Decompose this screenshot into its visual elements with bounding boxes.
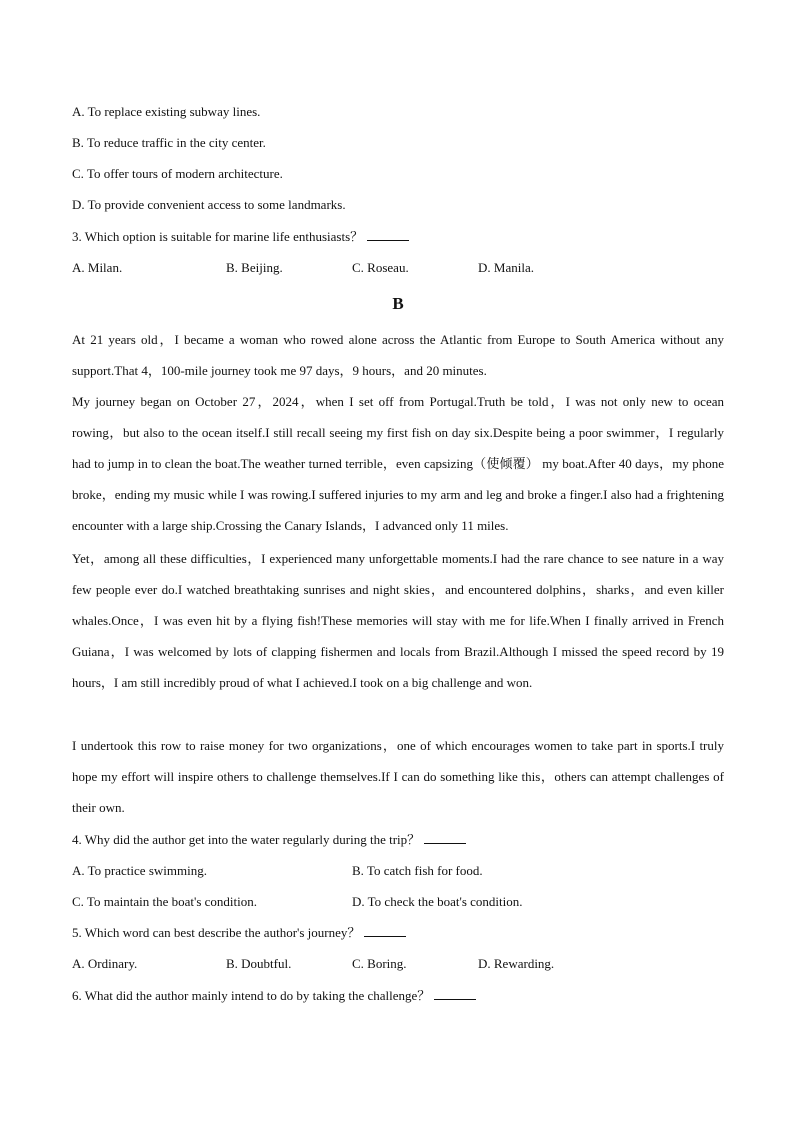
q4-option-d: D. To check the boat's condition. bbox=[352, 894, 523, 909]
answer-blank[interactable] bbox=[367, 229, 409, 241]
q6-question-text: 6. What did the author mainly intend to do by taking the challenge？ bbox=[72, 988, 431, 1003]
q3-question bbox=[72, 229, 409, 245]
q3-option-d: D. Manila. bbox=[478, 260, 534, 275]
q5-option-a: A. Ordinary. bbox=[72, 956, 138, 971]
q5-option-d: D. Rewarding. bbox=[478, 956, 555, 971]
q4-option-b: B. To catch fish for food. bbox=[352, 863, 483, 878]
q4-question bbox=[72, 832, 466, 848]
q2-option-a: A. To replace existing subway lines. bbox=[72, 104, 261, 119]
answer-blank[interactable] bbox=[364, 925, 406, 937]
q4-question-text: 4. Why did the author get into the water regularly during the trip？ bbox=[72, 832, 421, 847]
q2-option-c: C. To offer tours of modern architecture. bbox=[72, 166, 283, 181]
q3-option-c: C. Roseau. bbox=[352, 260, 409, 275]
q4-option-c: C. To maintain the boat's condition. bbox=[72, 894, 257, 909]
q3-option-b: B. Beijing. bbox=[226, 260, 283, 275]
q2-option-b: B. To reduce traffic in the city center. bbox=[72, 135, 266, 150]
q4-option-a: A. To practice swimming. bbox=[72, 863, 207, 878]
q3-question-text: 3. Which option is suitable for marine life enthusiasts？ bbox=[72, 229, 364, 244]
answer-blank[interactable] bbox=[434, 988, 476, 1000]
q5-question bbox=[72, 925, 406, 941]
passage-paragraph-3: Yet，among all these difficulties，I experienced many unforgettable moments.I had the rare chance to see nature in a way few people ever do.I watched breathtaking sunrises and night skies，and encountered dolphins，sharks，and even killer whales.Once，I was even hit by a flying fish!These memories will stay with me for life.When I finally arrived in French Guiana，I was welcomed by lots of clapping fishermen and locals from Brazil.Although I missed the speed record by 19 hours，I am still incredibly proud of what I achieved.I took on a big challenge and won. bbox=[72, 551, 724, 690]
q5-question-text: 5. Which word can best describe the author's journey？ bbox=[72, 925, 361, 940]
q5-option-b: B. Doubtful. bbox=[226, 956, 292, 971]
passage-paragraph-1: At 21 years old，I became a woman who rowed alone across the Atlantic from Europe to South America without any support.That 4，100-mile journey took me 97 days，9 hours，and 20 minutes. bbox=[72, 332, 724, 378]
answer-blank[interactable] bbox=[424, 832, 466, 844]
q5-option-c: C. Boring. bbox=[352, 956, 407, 971]
q6-question bbox=[72, 988, 476, 1004]
passage-paragraph-2: My journey began on October 27，2024，when I set off from Portugal.Truth be told，I was not only new to ocean rowing，but also to the ocean itself.I still recall seeing my first fish on day six.Despite being a poor swimmer，I regularly had to jump in to clean the boat.The weather turned terrible，even capsizing（使倾覆） my boat.After 40 days，my phone broke，ending my music while I was rowing.I suffered injuries to my arm and leg and broke a finger.I also had a frightening encounter with a large ship.Crossing the Canary Islands，I advanced only 11 miles. bbox=[72, 394, 724, 533]
q3-option-a: A. Milan. bbox=[72, 260, 123, 275]
section-heading: B bbox=[392, 294, 404, 313]
passage-paragraph-4: I undertook this row to raise money for two organizations，one of which encourages women to take part in sports.I truly hope my effort will inspire others to challenge themselves.If I can do something like this，others can attempt challenges of their own. bbox=[72, 738, 724, 815]
q2-option-d: D. To provide convenient access to some landmarks. bbox=[72, 197, 346, 212]
